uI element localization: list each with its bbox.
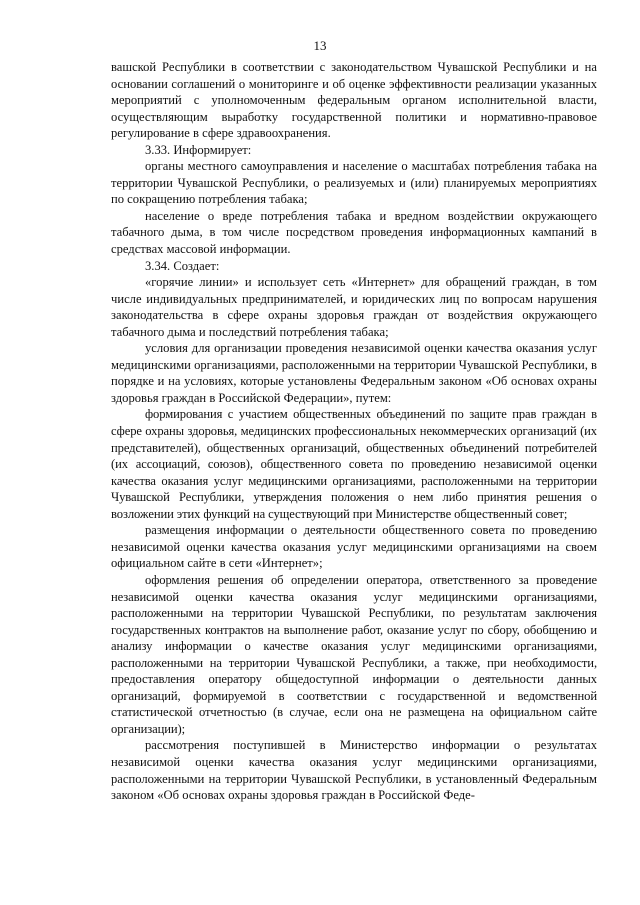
- page-number: 13: [313, 38, 327, 53]
- paragraph-population: население о вреде потребления табака и вредном воздействии окружающего табачного дыма, в том числе посредством проведения информационных кампаний в средствах массовой информации.: [111, 208, 597, 257]
- paragraph-local-authorities: органы местного самоуправления и население о масштабах потребления табака на территории Чувашской Республики, о реализуемых и (или) планируемых мероприятиях по сокращению потребления табака;: [111, 159, 597, 207]
- section-heading-3-33: 3.33. Информирует:: [145, 142, 252, 157]
- paragraph-publication: размещения информации о деятельности общественного совета по проведению независимой оценки качества оказания услуг медицинскими организациями на своем официальном сайте в сети «Интернет»;: [111, 523, 597, 571]
- paragraph-formation: формирования с участием общественных объединений по защите прав граждан в сфере охраны здоровья, медицинских профессиональных некоммерческих организаций (их представителей), общественных организаций, общественных объединений потребителей (их ассоциаций, союзов), общественного совета по проведению независимой оценки качества оказания услуг медицинскими организациями, расположенными на территории Чувашской Республики, утверждения положения о нем либо принятия решения о возложении этих функций на существующий при Министерстве общественный совет;: [111, 407, 597, 521]
- paragraph-operator: оформления решения об определении оператора, ответственного за проведение независимой оценки качества оказания услуг медицинскими организациями, расположенными на территории Чувашской Республики, по результатам заключения государственных контрактов на выполнение работ, оказание услуг по сбору, обобщению и анализу информации о качестве оказания услуг медицинскими организациями, расположенными на территории Чувашской Республики, а также, при необходимости, предоставления оператору общедоступной информации о деятельности данных организаций, формируемой в соответствии с государственной и ведомственной статистической отчетностью (в случае, если она не размещена на официальном сайте организации);: [111, 572, 597, 736]
- paragraph-review: рассмотрения поступившей в Министерство информации о результатах независимой оценки качества оказания услуг медицинскими организациями, расположенными на территории Чувашской Республики, в установленный Федеральным законом «Об основах охраны здоровья граждан в Российской Феде-: [111, 738, 597, 803]
- document-body: [111, 59, 597, 804]
- paragraph-conditions: условия для организации проведения независимой оценки качества оказания услуг медицинскими организациями, расположенными на территории Чувашской Республики, в порядке и на условиях, которые установлены Федеральным законом «Об основах охраны здоровья граждан в Российской Федерации», путем:: [111, 341, 597, 405]
- paragraph-continuation: вашской Республики в соответствии с законодательством Чувашской Республики и на основании соглашений о мониторинге и об оценке эффективности реализации указанных мероприятий с уполномоченным федеральным органом исполнительной власти, осуществляющим выработку государственной политики и нормативно-правовое регулирование в сфере здравоохранения.: [111, 60, 597, 141]
- paragraph-hotlines: «горячие линии» и использует сеть «Интернет» для обращений граждан, в том числе индивидуальных предпринимателей, и юридических лиц по вопросам нарушения законодательства в сфере охраны здоровья граждан от воздействия окружающего табачного дыма и последствий потребления табака;: [111, 275, 597, 339]
- section-heading-3-34: 3.34. Создает:: [145, 258, 220, 273]
